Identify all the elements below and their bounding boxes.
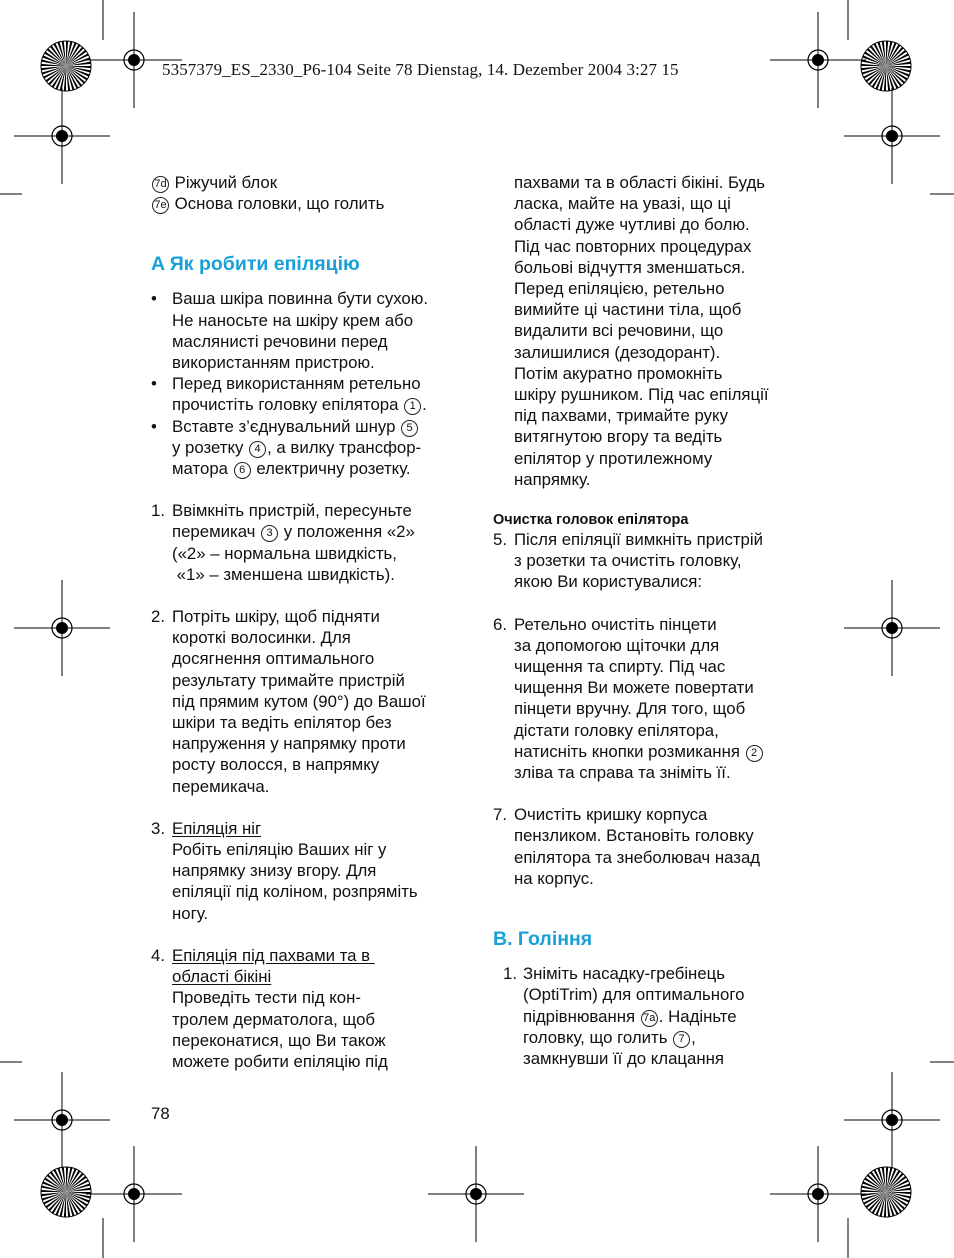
- star-target-icon: [861, 1167, 911, 1217]
- page-number: 78: [151, 1104, 170, 1123]
- section-a-title: A Як робити епіляцію: [151, 253, 360, 276]
- star-target-icon: [861, 41, 911, 91]
- step-4-title: області бікіні: [172, 967, 272, 987]
- star-target-icon: [41, 41, 91, 91]
- cleaning-heading: Очистка головок епілятора: [493, 512, 689, 529]
- step-4: 4. Епіляція під пахвами та в області бікіні Проведіть тести під кон- тролем дерматолога, щоб переконатися, що Ви також можете робити епіляцію під: [151, 945, 388, 1071]
- section-b-title: B. Гоління: [493, 928, 593, 951]
- b-step-1: 1. Зніміть насадку-гребінець (OptiTrim) для оптимального підрівнювання 7a . Надіньте головку, що голить 7 , замкнувши її до клацання: [503, 964, 745, 1068]
- step-4-title: Епіляція під пахвами та в: [172, 945, 375, 965]
- crosshair-mark-icon: [14, 580, 110, 676]
- right-column: [493, 172, 813, 1069]
- step-2: 2. Потріть шкіру, щоб підняти короткі волосинки. Для досягнення оптимального результату тримайте пристрій під прямим кутом (90°) до Вашої шкіри та ведіть епілятор без напруження у напрямку проти росту волосся, в напрямку перемикача.: [151, 607, 426, 796]
- crosshair-mark-icon: [844, 88, 940, 184]
- crosshair-mark-icon: [14, 1072, 110, 1168]
- left-column: [151, 172, 471, 1072]
- crosshair-mark-icon: [770, 1146, 866, 1242]
- crosshair-mark-icon: [770, 12, 866, 108]
- ref-label: 7e: [152, 197, 169, 214]
- bullet-item: • Ваша шкіра повинна бути сухою. Не наносьте на шкіру крем або маслянисті речовини перед використанням пристрою.: [151, 289, 429, 373]
- step-1: 1. Ввімкніть пристрій, пересуньте перемикач 3 у положення «2» («2» – нормальна швидкість, «1» – зменшена швидкість).: [151, 501, 415, 584]
- continued-text: пахвами та в області бікіні. Будь ласка, майте на увазі, що ці області дуже чутливі до болю. Під час повторних процедурах больові відчуття зменшаться. Перед епіляцією, ретельно вимийте ці частини тіла, щоб видалити всі речовини, що залишилися (дезодорант). Потім акуратно промокніть шкіру рушником. Під час епіляції під пахвами, тримайте руку витягнутою вгору та ведіть епілятор у протилежному напрямку.: [514, 173, 769, 489]
- star-target-icon: [41, 1167, 91, 1217]
- bullet-list: [151, 288, 471, 479]
- crosshair-mark-icon: [844, 1072, 940, 1168]
- crosshair-mark-icon: [86, 1146, 182, 1242]
- crosshair-mark-icon: [844, 580, 940, 676]
- page-header-print-info: 5357379_ES_2330_P6-104 Seite 78 Dienstag, 14. Dezember 2004 3:27 15: [162, 60, 679, 79]
- bullet-item: • Вставте з’єднувальний шнур 5 у розетку 4 , а вилку трансфор- матора 6 електричну розетку.: [151, 416, 422, 479]
- step-7: 7. Очистіть кришку корпуса пензликом. Встановіть головку епілятора та знеболювач назад на корпус.: [493, 805, 761, 888]
- part-7d: 7d Ріжучий блок: [151, 172, 471, 193]
- step-3-title: Епіляція ніг: [172, 818, 262, 838]
- step-5: 5. Після епіляції вимкніть пристрій з розетки та очистіть головку, якою Ви користувалися:: [493, 530, 763, 592]
- ref-label: 7d: [152, 176, 169, 193]
- crosshair-mark-icon: [14, 88, 110, 184]
- part-7e: 7e Основа головки, що голить: [151, 193, 471, 214]
- crosshair-mark-icon: [428, 1146, 524, 1242]
- step-3: 3. Епіляція ніг Робіть епіляцію Ваших ніг у напрямку знизу вгору. Для епіляції під коліном, розпряміть ногу.: [151, 818, 418, 923]
- step-6: 6. Ретельно очистіть пінцети за допомогою щіточки для чищення та спирту. Під час чищення Ви можете повертати пінцети вручну. Для того, щоб дістати головку епілятора, натисніть кнопки розмикання 2 зліва та справа та зніміть її.: [493, 614, 813, 784]
- bullet-item: • Перед використанням ретельно прочистіть головку епілятора 1 .: [151, 374, 427, 415]
